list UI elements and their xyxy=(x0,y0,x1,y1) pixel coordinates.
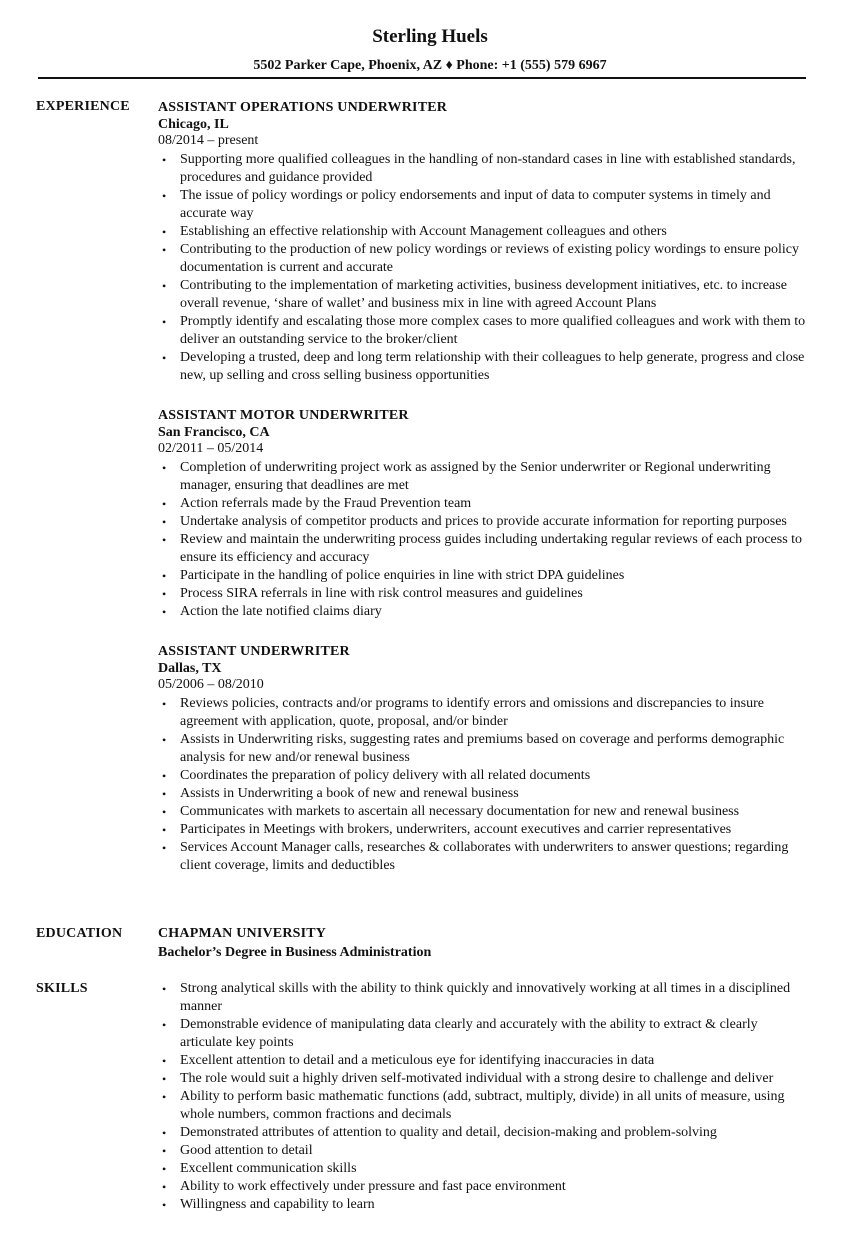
skill-item: • Strong analytical skills with the ability to think quickly and innovatively working at all times in a disciplined manner xyxy=(158,980,808,1016)
job-dates: 08/2014 – present xyxy=(158,133,259,148)
duty-item: • Reviews policies, contracts and/or programs to identify errors and omissions and discrepancies to insure agreement with application, quote, proposal, and/or binder xyxy=(158,695,808,731)
duty-item: • Process SIRA referrals in line with risk control measures and guidelines xyxy=(158,585,808,603)
job-duties xyxy=(158,151,808,385)
contact-line: 5502 Parker Cape, Phoenix, AZ ♦ Phone: +1 (555) 579 6967 xyxy=(253,58,607,73)
skill-item: • Willingness and capability to learn xyxy=(158,1196,808,1214)
job-dates: 02/2011 – 05/2014 xyxy=(158,441,264,456)
skill-item: • Excellent attention to detail and a meticulous eye for identifying inaccuracies in data xyxy=(158,1052,808,1070)
duty-item: • Services Account Manager calls, researches & collaborates with underwriters to answer questions; regarding client coverage, limits and deductibles xyxy=(158,839,808,875)
education-school: CHAPMAN UNIVERSITY xyxy=(158,926,327,941)
job-title: ASSISTANT UNDERWRITER xyxy=(158,644,350,659)
candidate-name: Sterling Huels xyxy=(372,26,488,47)
job-location: Chicago, IL xyxy=(158,117,229,132)
skill-item: • Good attention to detail xyxy=(158,1142,808,1160)
duty-item: • Supporting more qualified colleagues in the handling of non-standard cases in line with established standards, procedures and guidance provided xyxy=(158,151,808,187)
education-degree: Bachelor’s Degree in Business Administration xyxy=(158,945,432,960)
experience-list xyxy=(158,98,808,896)
duty-item: • Establishing an effective relationship with Account Management colleagues and others xyxy=(158,223,808,241)
skill-item: • The role would suit a highly driven self-motivated individual with a strong desire to challenge and deliver xyxy=(158,1070,808,1088)
skill-item: • Demonstrated attributes of attention to quality and detail, decision-making and problem-solving xyxy=(158,1124,808,1142)
header-divider xyxy=(38,77,806,79)
duty-item: • Action referrals made by the Fraud Prevention team xyxy=(158,495,808,513)
job-duties xyxy=(158,459,808,621)
job-location: Dallas, TX xyxy=(158,661,222,676)
resume-header xyxy=(0,26,860,75)
job-duties xyxy=(158,695,808,875)
job-entry xyxy=(158,406,808,621)
duty-item: • Assists in Underwriting risks, suggesting rates and premiums based on coverage and performs demographic analysis for new and/or renewal business xyxy=(158,731,808,767)
duty-item: • Communicates with markets to ascertain all necessary documentation for new and renewal business xyxy=(158,803,808,821)
duty-item: • Action the late notified claims diary xyxy=(158,603,808,621)
duty-item: • Completion of underwriting project work as assigned by the Senior underwriter or Regional underwriting manager, ensuring that deadlines are met xyxy=(158,459,808,495)
duty-item: • Assists in Underwriting a book of new and renewal business xyxy=(158,785,808,803)
duty-item: • The issue of policy wordings or policy endorsements and input of data to computer systems in timely and accurate way xyxy=(158,187,808,223)
skills-label: SKILLS xyxy=(36,981,88,996)
education-body xyxy=(158,925,808,963)
job-dates: 05/2006 – 08/2010 xyxy=(158,677,264,692)
job-entry xyxy=(158,98,808,385)
job-title: ASSISTANT MOTOR UNDERWRITER xyxy=(158,408,409,423)
duty-item: • Participate in the handling of police enquiries in line with strict DPA guidelines xyxy=(158,567,808,585)
duty-item: • Review and maintain the underwriting process guides including undertaking regular reviews of each process to ensure its efficiency and accuracy xyxy=(158,531,808,567)
duty-item: • Coordinates the preparation of policy delivery with all related documents xyxy=(158,767,808,785)
job-entry xyxy=(158,642,808,875)
duty-item: • Promptly identify and escalating those more complex cases to more qualified colleagues and work with them to deliver an outstanding service to the broker/client xyxy=(158,313,808,349)
skill-item: • Ability to perform basic mathematic functions (add, subtract, multiply, divide) in all units of measure, using whole numbers, common fractions and decimals xyxy=(158,1088,808,1124)
experience-label: EXPERIENCE xyxy=(36,99,130,114)
job-title: ASSISTANT OPERATIONS UNDERWRITER xyxy=(158,100,448,115)
skill-item: • Demonstrable evidence of manipulating data clearly and accurately with the ability to extract & clearly articulate key points xyxy=(158,1016,808,1052)
skill-item: • Ability to work effectively under pressure and fast pace environment xyxy=(158,1178,808,1196)
job-location: San Francisco, CA xyxy=(158,425,270,440)
duty-item: • Developing a trusted, deep and long term relationship with their colleagues to help generate, progress and close new, up selling and cross selling business opportunities xyxy=(158,349,808,385)
skills-list xyxy=(158,980,808,1214)
duty-item: • Undertake analysis of competitor products and prices to provide accurate information for reporting purposes xyxy=(158,513,808,531)
education-label: EDUCATION xyxy=(36,926,123,941)
duty-item: • Participates in Meetings with brokers, underwriters, account executives and carrier representatives xyxy=(158,821,808,839)
duty-item: • Contributing to the implementation of marketing activities, business development initiatives, etc. to increase overall revenue, ‘share of wallet’ and business mix in line with agreed Account Plans xyxy=(158,277,808,313)
duty-item: • Contributing to the production of new policy wordings or reviews of existing policy wordings to ensure policy documentation is current and accurate xyxy=(158,241,808,277)
skills-body xyxy=(158,980,808,1214)
skill-item: • Excellent communication skills xyxy=(158,1160,808,1178)
